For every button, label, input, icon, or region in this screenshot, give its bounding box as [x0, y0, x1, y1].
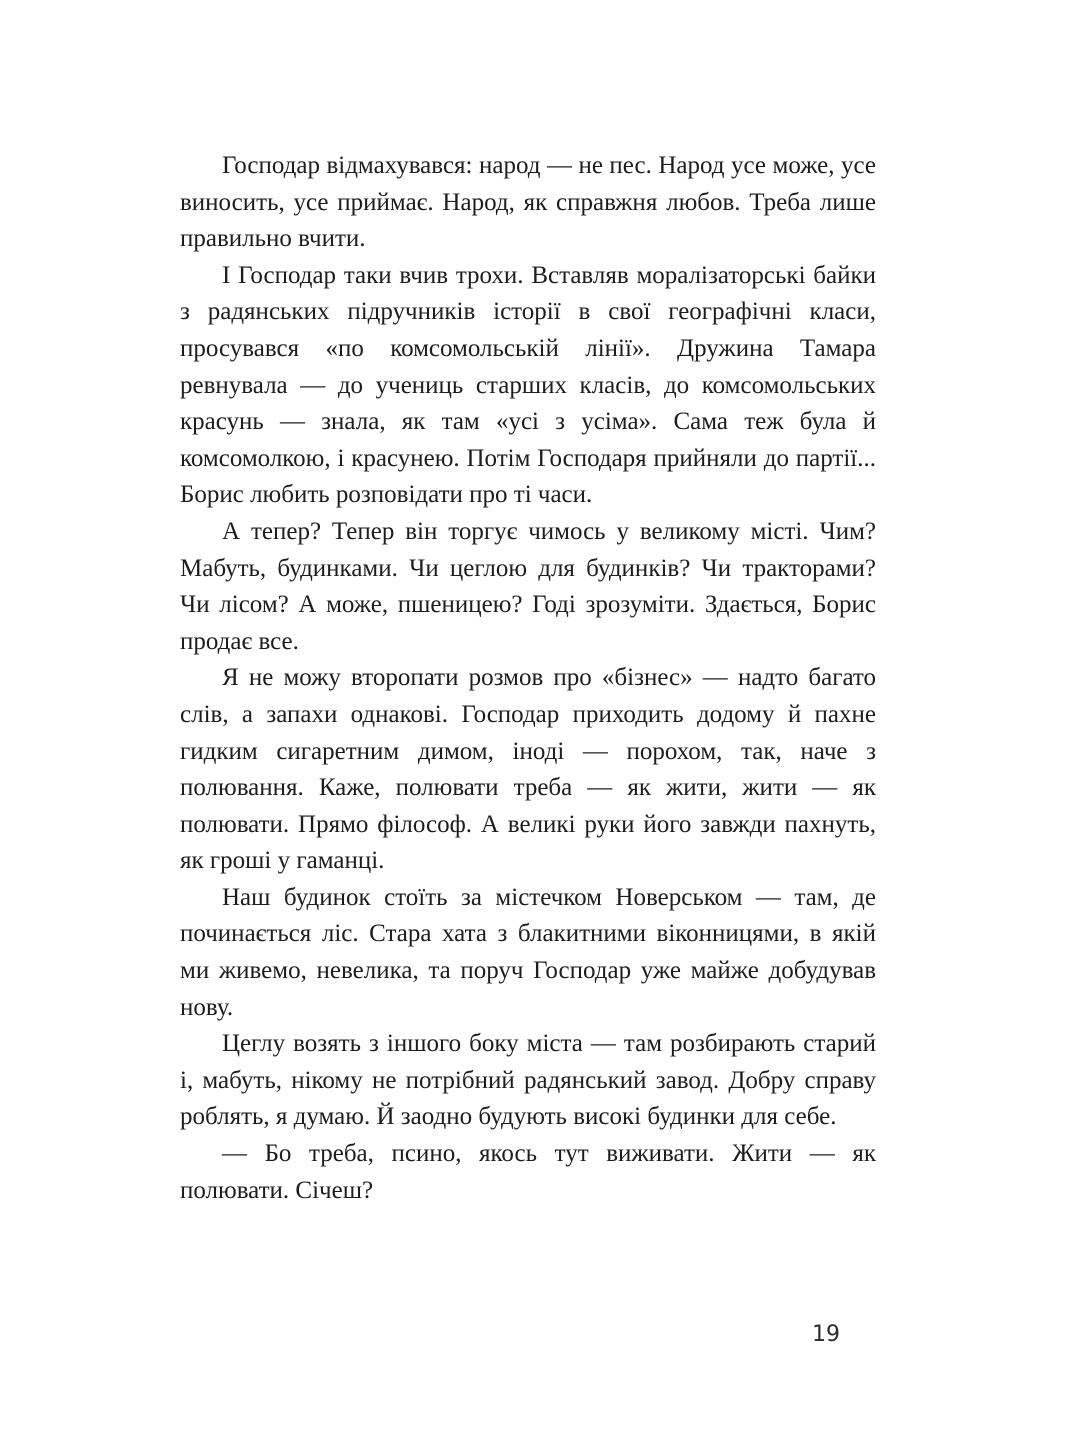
paragraph-2: І Господар таки вчив трохи. Вставляв моралізаторські байки з радянських підручників історії в свої географічні класи, просувався «по комсомольській лінії». Дружина Тамара ревнувала — до учениць старших класів, до комсомольських красунь — знала, як там «усі з усіма». Сама теж була й комсомолкою, і красунею. Потім Господаря прийняли до партії... Борис любить розповідати про ті часи.	[180, 261, 876, 509]
paragraph-1: Господар відмахувався: народ — не пес. Народ усе може, усе виносить, усе приймає. Народ, як справжня любов. Треба лише правильно вчити.	[180, 152, 876, 253]
body-text	[180, 148, 876, 1209]
paragraph-3: А тепер? Тепер він торгує чимось у великому місті. Чим? Мабуть, будинками. Чи цеглою для будинків? Чи тракторами? Чи лісом? А може, пшеницею? Годі зрозуміти. Здається, Борис продає все.	[180, 517, 876, 655]
paragraph-6: Цеглу возять з іншого боку міста — там розбирають старий і, мабуть, нікому не потрібний радянський завод. Добру справу роблять, я думаю. Й заодно будують високі будинки для себе.	[180, 1030, 876, 1131]
page-number: 19	[812, 1322, 840, 1347]
paragraph-4: Я не можу второпати розмов про «бізнес» — надто багато слів, а запахи однакові. Господар приходить додому й пахне гидким сигаретним димом, іноді — порохом, так, наче з полювання. Каже, полювати треба — як жити, жити — як полювати. Прямо філософ. А великі руки його завжди пахнуть, як гроші у гаманці.	[180, 664, 876, 875]
paragraph-5: Наш будинок стоїть за містечком Новерськом — там, де починається ліс. Стара хата з блакитними віконницями, в якій ми живемо, невелика, та поруч Господар уже майже добудував нову.	[180, 883, 876, 1021]
paragraph-7: — Бо треба, псино, якось тут виживати. Жити — як полювати. Січеш?	[180, 1140, 876, 1204]
